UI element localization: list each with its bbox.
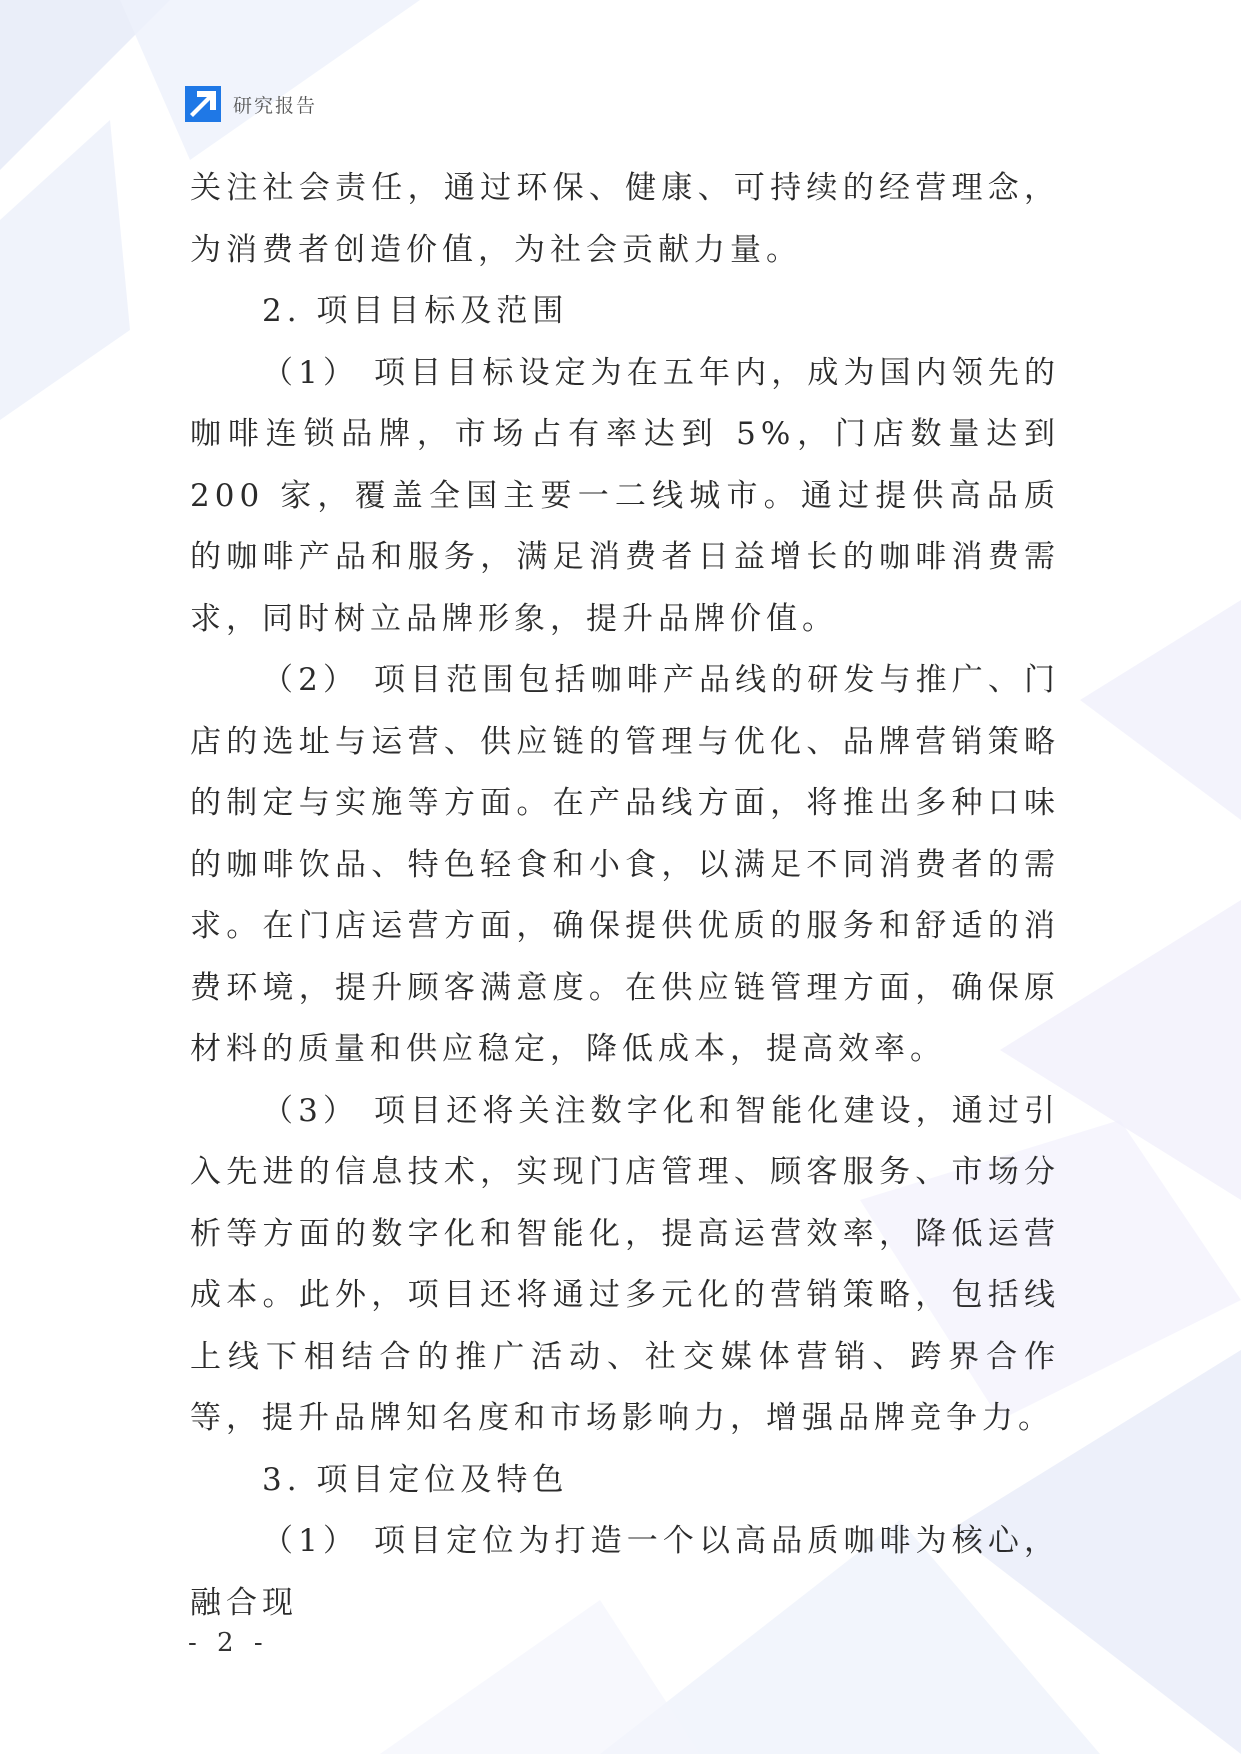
header-title: 研究报告: [233, 94, 318, 117]
document-body: [190, 158, 1060, 1634]
section-heading-positioning: 3. 项目定位及特色: [262, 1461, 569, 1498]
paragraph-intro-continuation: 关注社会责任，通过环保、健康、可持续的经营理念，为消费者创造价值，为社会贡献力量。: [190, 170, 1060, 268]
arrow-up-right-icon: [185, 86, 221, 122]
report-header: [185, 86, 317, 122]
paragraph-digital-3: （3） 项目还将关注数字化和智能化建设，通过引入先进的信息技术，实现门店管理、顾客服务、市场分析等方面的数字化和智能化，提高运营效率，降低运营成本。此外，项目还将通过多元化的营销策略，包括线上线下相结合的推广活动、社交媒体营销、跨界合作等，提升品牌知名度和市场影响力，增强品牌竞争力。: [190, 1092, 1060, 1436]
paragraph-goal-1: （1） 项目目标设定为在五年内，成为国内领先的咖啡连锁品牌，市场占有率达到 5%，门店数量达到 200 家，覆盖全国主要一二线城市。通过提供高品质的咖啡产品和服务，满足消费者日益增长的咖啡消费需求，同时树立品牌形象，提升品牌价值。: [190, 354, 1060, 637]
page-number: - 2 -: [188, 1628, 269, 1658]
paragraph-scope-2: （2） 项目范围包括咖啡产品线的研发与推广、门店的选址与运营、供应链的管理与优化、品牌营销策略的制定与实施等方面。在产品线方面，将推出多种口味的咖啡饮品、特色轻食和小食，以满足不同消费者的需求。在门店运营方面，确保提供优质的服务和舒适的消费环境，提升顾客满意度。在供应链管理方面，确保原材料的质量和供应稳定，降低成本，提高效率。: [190, 662, 1060, 1067]
section-heading-goals-scope: 2. 项目目标及范围: [262, 293, 569, 329]
paragraph-positioning-1: （1） 项目定位为打造一个以高品质咖啡为核心，融合现: [190, 1523, 1060, 1621]
